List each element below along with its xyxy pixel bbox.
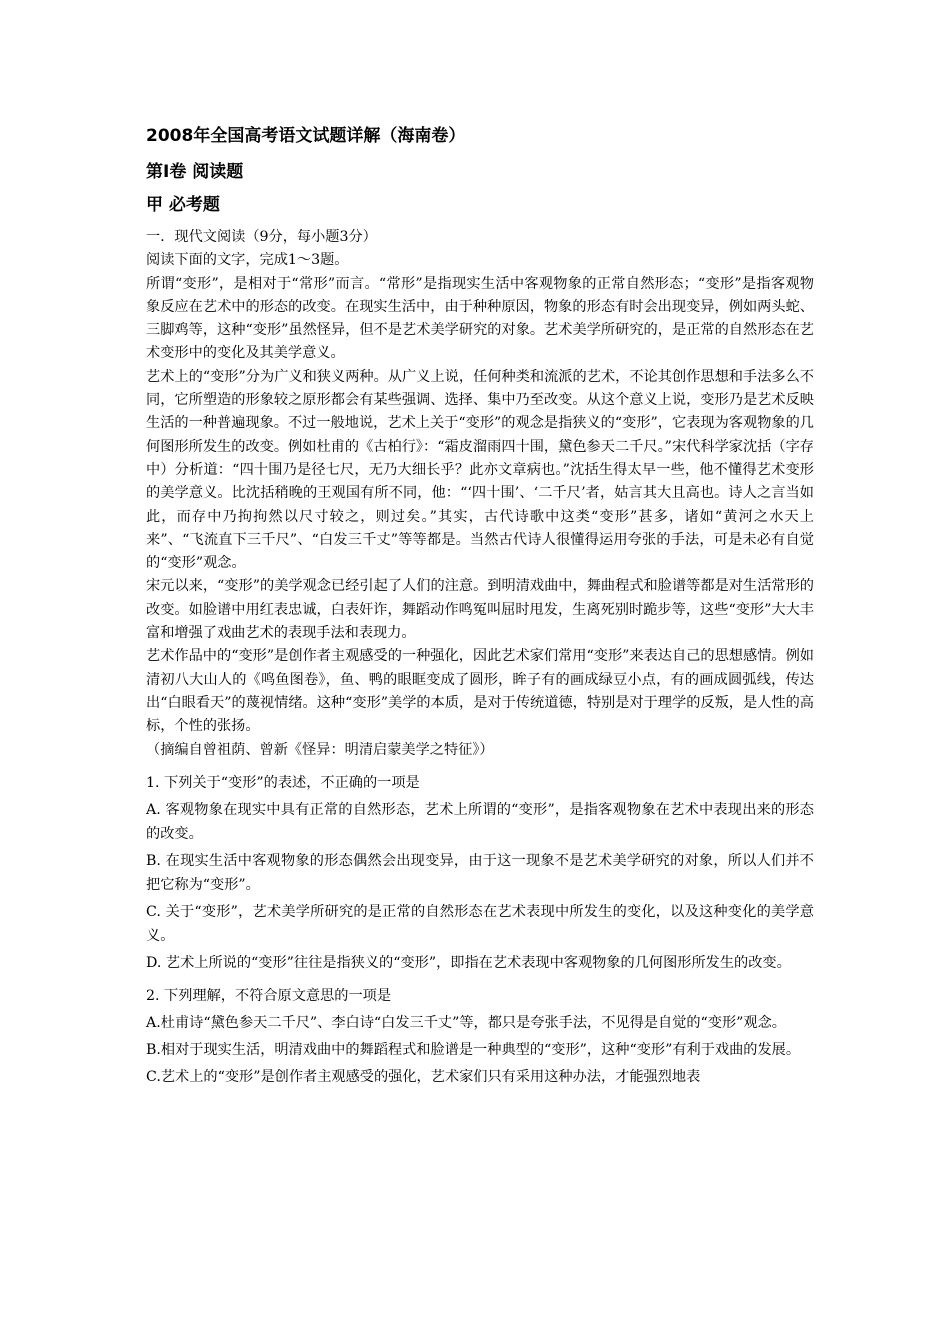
passage-paragraph-4: 艺术作品中的“变形”是创作者主观感受的一种强化，因此艺术家们常用“变形”来表达自己的思想感情。例如清初八大山人的《鸣鱼图卷》，鱼、鸭的眼眶变成了圆形，眸子有的画成绿豆小点，有的画成圆弧线，传达出“白眼看天”的蔑视情绪。这种“变形”美学的本质，是对于传统道德，特别是对于理学的反叛，是人性的高标，个性的张扬。: [146, 648, 814, 735]
question-stem: 2. 下列理解，不符合原文意思的一项是: [146, 987, 392, 1004]
document-page: [146, 124, 814, 1089]
question-2-option-c: C.艺术上的“变形”是创作者主观感受的强化，艺术家们只有采用这种办法，才能强烈地表: [146, 1068, 701, 1085]
question-1-option-d: D. 艺术上所说的“变形”往往是指狭义的“变形”，即指在艺术表现中客观物象的几何图形所发生的改变。: [146, 954, 791, 971]
question-2: [146, 984, 814, 1089]
passage-paragraph-1: 所谓“变形”，是相对于“常形”而言。“常形”是指现实生活中客观物象的正常自然形态；“变形”是指客观物象反应在艺术中的形态的改变。在现实生活中，由于种种原因，物象的形态有时会出现变异，例如两头蛇、三脚鸡等，这种“变形”虽然怪异，但不是艺术美学研究的对象。艺术美学所研究的，是正常的自然形态在艺术变形中的变化及其美学意义。: [146, 275, 814, 362]
question-2-option-a: A.杜甫诗“黛色参天二千尺”、李白诗“白发三千丈”等，都只是夸张手法，不见得是自觉的“变形”观念。: [146, 1014, 786, 1031]
question-1-option-c: C. 关于“变形”，艺术美学所研究的是正常的自然形态在艺术表现中所发生的变化，以及这种变化的美学意义。: [146, 903, 814, 944]
question-1-option-a: A. 客观物象在现实中具有正常的自然形态，艺术上所谓的“变形”，是指客观物象在艺术中表现出来的形态的改变。: [146, 801, 814, 842]
question-1-option-b: B. 在现实生活中客观物象的形态偶然会出现变异，由于这一现象不是艺术美学研究的对象，所以人们并不把它称为“变形”。: [146, 852, 814, 893]
passage-source: （摘编自曾祖荫、曾新《怪异：明清启蒙美学之特征》）: [146, 741, 494, 758]
volume-heading: 第Ⅰ卷 阅读题: [146, 162, 244, 182]
section-heading: 甲 必考题: [146, 195, 220, 215]
reading-instruction: 阅读下面的文字，完成1～3题。: [146, 252, 349, 269]
question-1: [146, 771, 814, 975]
question-stem: 1. 下列关于“变形”的表述，不正确的一项是: [146, 774, 420, 791]
question-2-option-b: B.相对于现实生活，明清戏曲中的舞蹈程式和脸谱是一种典型的“变形”，这种“变形”有利于戏曲的发展。: [146, 1041, 801, 1058]
part-heading: 一．现代文阅读（9分，每小题3分）: [146, 229, 377, 245]
document-title: 2008年全国高考语文试题详解（海南卷）: [146, 126, 466, 146]
passage-paragraph-3: 宋元以来，“变形”的美学观念已经引起了人们的注意。到明清戏曲中，舞曲程式和脸谱等都是对生活常形的改变。如脸谱中用红表忠诚，白表奸诈，舞蹈动作鸣冤叫屈时甩发，生离死别时跪步等，这些“变形”大大丰富和增强了戏曲艺术的表现手法和表现力。: [146, 578, 814, 642]
passage-paragraph-2: 艺术上的“变形”分为广义和狭义两种。从广义上说，任何种类和流派的艺术，不论其创作思想和手法多么不同，它所塑造的形象较之原形都会有某些强调、选择、集中乃至改变。从这个意义上说，变形乃是艺术反映生活的一种普遍现象。不过一般地说，艺术上关于“变形”的观念是指狭义的“变形”，它表现为客观物象的几何图形所发生的改变。例如杜甫的《古柏行》：“霜皮溜雨四十围，黛色参天二千尺。”宋代科学家沈括（字存中）分析道：“四十围乃是径七尺，无乃大细长乎？此亦文章病也。”沈括生得太早一些，他不懂得艺术变形的美学意义。比沈括稍晚的王观国有所不同，他：“‘四十围’、‘二千尺’者，姑言其大且高也。诗人之言当如此，而存中乃拘拘然以尺寸较之，则过矣。”其实，古代诗歌中这类“变形”甚多，诸如“黄河之水天上来”、“飞流直下三千尺”、“白发三千丈”等等都是。当然古代诗人很懂得运用夸张的手法，可是未必有自觉的“变形”观念。: [146, 368, 814, 572]
